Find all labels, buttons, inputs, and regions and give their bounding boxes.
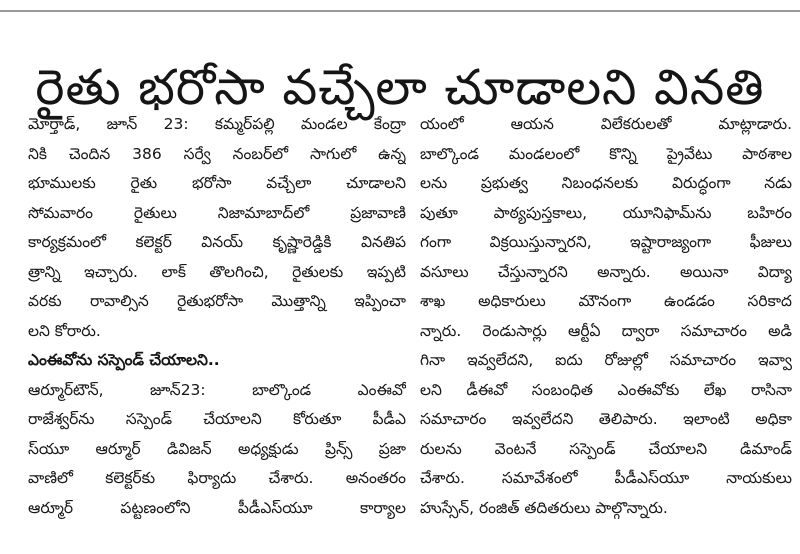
body-text-line: లని కోరారు. — [28, 321, 101, 340]
body-text-line: చేశారు. సమావేశంలో పీడీఎస్‌యూ నాయకులు — [420, 469, 792, 487]
body-text-line: వరకు రావాల్సిన రైతుభరోసా మొత్తాన్ని ఇప్పించా — [28, 292, 406, 310]
body-text-line: భూములకు రైతు భరోసా వచ్చేలా చూడాలని — [28, 174, 406, 192]
body-text-line: యంలో ఆయన విలేకరులతో మాట్లాడారు. — [420, 115, 792, 133]
body-text-line: రాజేశ్వర్‌ను సస్పెండ్ చేయాలని కోరుతూ పీడీఎ — [28, 410, 406, 428]
body-text-line: న్నారు. రెండుసార్లు ఆర్టీఏ ద్వారా సమాచారం అడి — [420, 321, 792, 340]
body-text-line: రులను వెంటనే సస్పెండ్ చేయాలని డిమాండ్ — [420, 439, 792, 458]
body-text-line: వాణిలో కలెక్టర్‌కు ఫిర్యాదు చేశారు. అనంతరం — [28, 469, 406, 487]
body-text-line: గంగా విక్రయిస్తున్నారని, ఇష్టారాజ్యంగా ఫీజులు — [420, 233, 792, 251]
body-text-line: శాఖ అధికారులు మౌనంగా ఉండడం సరికాద — [420, 292, 792, 310]
left-column — [28, 110, 406, 523]
body-text-line: నికి చెందిన 386 సర్వే నంబర్‌లో సాగులో ఉన్న — [28, 144, 406, 163]
body-text-line: మోర్తాడ్, జూన్ 23: కమ్మర్‌పల్లి మండల కేంద్రా — [28, 115, 406, 133]
body-text-line: సోమవారం రైతులు నిజామాబాద్‌లో ప్రజావాణి — [28, 203, 406, 222]
body-text-line: త్రాన్ని ఇచ్చారు. లాక్ తొలగించి, రైతులకు ఇప్పటి — [28, 262, 406, 281]
body-text-line: కార్యక్రమంలో కలెక్టర్ వినయ్ కృష్ణారెడ్డికి వినతిప — [28, 233, 406, 251]
body-text-line: సమాచారం ఇవ్వలేదని తెలిపారు. ఇలాంటి అధికా — [420, 410, 792, 428]
top-rule — [0, 10, 800, 12]
body-text-line: ఆర్మూర్‌టౌన్, జూన్23: బాల్కొండ ఎంఈవో — [28, 380, 406, 399]
body-text-line: బాల్కొండ మండలంలో కొన్ని ప్రైవేటు పాఠశాల — [420, 144, 792, 163]
body-text-line: లని డీఈవో సంబంధిత ఎంఈవోకు లేఖ రాసినా — [420, 380, 792, 399]
right-column — [420, 110, 792, 523]
body-text-line: లను ప్రభుత్వ నిబంధనలకు విరుద్ధంగా నడు — [420, 174, 792, 192]
body-text-line: పుతూ పాఠ్యపుస్తకాలు, యూనిఫామ్‌ను బహిరం — [420, 203, 792, 222]
section-subheading: ఎంఈవోను సస్పెండ్ చేయాలని.. — [28, 351, 220, 369]
article-headline: రైతు భరోసా వచ్చేలా చూడాలని వినతి — [35, 58, 765, 116]
body-text-line: ఆర్మూర్ పట్టణంలోని పీడీఎస్‌యూ కార్యాల — [28, 498, 406, 517]
body-text-line: స్‌యూ ఆర్మూర్ డివిజన్ అధ్యక్షుడు ప్రిన్స్ ప్రజా — [28, 439, 406, 458]
body-text-line: హుస్సేన్, రంజిత్ తదితరులు పాల్గొన్నారు. — [420, 498, 668, 517]
body-text-line: వసూలు చేస్తున్నారని అన్నారు. అయినా విద్యా — [420, 262, 792, 281]
body-text-line: గినా ఇవ్వలేదని, ఐదు రోజుల్లో సమాచారం ఇవ్వా — [420, 351, 792, 369]
